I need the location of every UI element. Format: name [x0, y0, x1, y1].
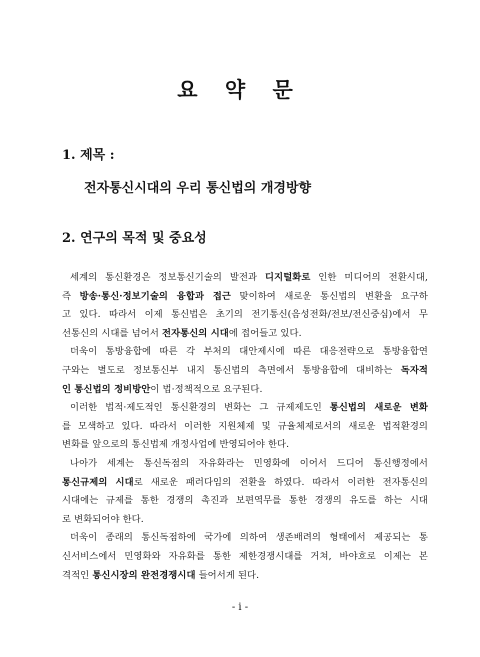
paragraph-line [62, 399, 428, 418]
paragraph-line [62, 455, 428, 474]
paragraph-line [62, 269, 428, 288]
text-run: 고 있다. 따라서 이제 통신법은 초기의 전기통신(음성전화/전보/전신중심)에서 무 [62, 309, 428, 321]
paragraph-line [62, 288, 428, 307]
text-run: 이 법·정책적으로 요구된다. [150, 383, 263, 395]
text-run: 로 새로운 패러다임의 전환을 하였다. 따라서 이러한 전자통신의 [133, 476, 429, 488]
bold-text: 전자통신의 시대 [161, 327, 229, 339]
paragraph-line [62, 325, 428, 344]
text-run: 이러한 법적·제도적인 통신환경의 변화는 그 규제제도인 [70, 402, 330, 414]
paragraph-line [62, 474, 428, 493]
paragraph-line [62, 343, 428, 362]
paragraph-line [62, 436, 428, 455]
paragraph-line [62, 418, 428, 437]
bold-text: 독자적 [400, 364, 428, 376]
text-run: 를 모색하고 있다. 따라서 이러한 지원체제 및 규율체제로서의 새로운 법적환경의 [62, 420, 428, 432]
bold-text: 디지털화로 [265, 272, 311, 283]
body-paragraph [62, 343, 428, 399]
paragraph-line [62, 548, 428, 567]
text-run: 들어서게 된다. [195, 569, 260, 581]
text-run: 즉 [62, 290, 80, 302]
bold-text: 통신규제의 시대 [62, 476, 134, 488]
text-run: 로 변화되어야 한다. [62, 513, 144, 525]
text-run: 신서비스에서 민영화와 자유화를 통한 제한경쟁시대를 거쳐, 바야흐로 이제는 본 [62, 550, 428, 562]
text-run: 변화를 앞으로의 통신법제 개정사업에 반영되어야 한다. [62, 439, 290, 451]
paragraph-line [62, 492, 428, 511]
text-run: 구와는 별도로 정보통신부 내지 통신법의 측면에서 통방융합에 대비하는 [62, 364, 401, 376]
text-run: 나아가 세계는 통신독점의 자유화라는 민영화에 이어서 드디어 통신행정에서 [70, 457, 428, 469]
text-run: 격적인 [62, 569, 93, 581]
section-heading-purpose: 2. 연구의 목적 및 중요성 [62, 231, 207, 246]
body-paragraph [62, 399, 428, 455]
text-run: 인한 미디어의 전환시대, [310, 272, 428, 283]
text-run: 세계의 통신환경은 정보통신기술의 발전과 [70, 272, 266, 283]
report-subject: 전자통신시대의 우리 통신법의 개경방향 [84, 181, 312, 196]
text-run: 에 접어들고 있다. [228, 327, 302, 339]
paragraph-line [62, 381, 428, 400]
paragraph-line [62, 511, 428, 530]
paragraph-line [62, 567, 428, 586]
bold-text: 통신법의 새로운 변화 [329, 402, 429, 414]
bold-text: 통신시장의 완전경쟁시대 [92, 569, 196, 581]
body-paragraph [62, 269, 428, 343]
body-paragraphs [62, 269, 428, 585]
paragraph-line [62, 529, 428, 548]
text-run: 더욱이 종래의 통신독점하에 국가에 의하여 생존배려의 형태에서 제공되는 통 [70, 532, 428, 544]
section-heading-title: 1. 제목 : [62, 148, 115, 163]
body-paragraph [62, 455, 428, 529]
text-run: 더욱이 통방융합에 따른 각 부처의 대안제시에 따른 대응전략으로 통방융합연 [70, 346, 428, 358]
paragraph-line [62, 362, 428, 381]
body-paragraph [62, 529, 428, 585]
page-number: - i - [231, 602, 249, 613]
bold-text: 방송·통신·정보기술의 융합과 접근 [79, 290, 232, 302]
bold-text: 인 통신법의 정비방안 [62, 383, 151, 395]
text-run: 맞이하여 새로운 통신법의 변환을 요구하 [231, 290, 429, 302]
document-title: 요 약 문 [177, 77, 303, 102]
text-run: 선통신의 시대를 넘어서 [62, 327, 162, 339]
text-run: 시대에는 규제를 통한 경쟁의 촉진과 보편역무를 통한 경쟁의 유도를 하는 시대 [62, 495, 428, 507]
paragraph-line [62, 306, 428, 325]
